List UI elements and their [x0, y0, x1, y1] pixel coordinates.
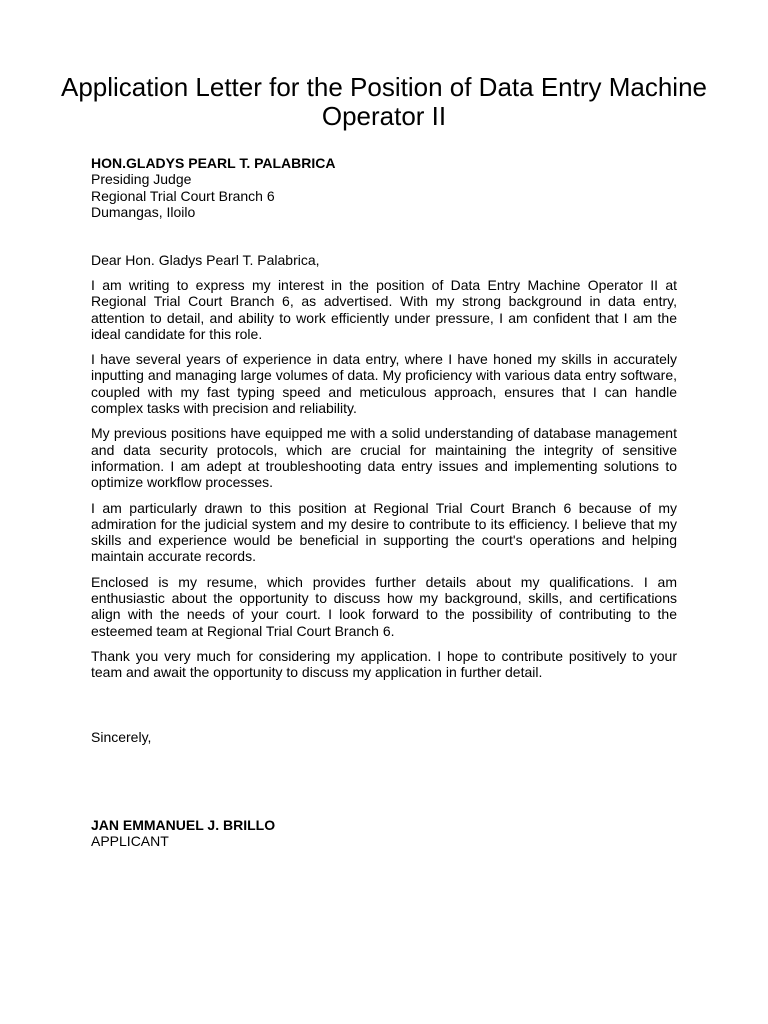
paragraph-experience: I have several years of experience in data entry, where I have honed my skills in accurately inputting and managing large volumes of data. My proficiency with various data entry software, coupled with my fast typing speed and meticulous approach, ensures that I can handle complex tasks with precision and reliability.: [91, 351, 677, 417]
recipient-office: Regional Trial Court Branch 6: [91, 187, 275, 204]
recipient-position: Presiding Judge: [91, 171, 192, 188]
signer-role: APPLICANT: [91, 833, 169, 850]
closing: Sincerely,: [91, 729, 152, 745]
paragraph-motivation: I am particularly drawn to this position at Regional Trial Court Branch 6 because of my admiration for the judicial system and my desire to contribute to its efficiency. I believe that my skills and experience would be beneficial in supporting the court's operations and helping maintain accurate records.: [91, 499, 677, 565]
signer-name: JAN EMMANUEL J. BRILLO: [91, 817, 276, 833]
recipient-name: HON.GLADYS PEARL T. PALABRICA: [91, 155, 336, 171]
paragraph-interest: I am writing to express my interest in the position of Data Entry Machine Operator II at Regional Trial Court Branch 6, as advertised. With my strong background in data entry, attention to detail, and ability to work efficiently under pressure, I am confident that I am the ideal candidate for this role.: [91, 277, 677, 342]
signature-block: [91, 817, 677, 850]
letter-title: Application Letter for the Position of Data Entry Machine Operator II: [60, 72, 707, 131]
recipient-block: [91, 155, 677, 220]
paragraph-enclosure: Enclosed is my resume, which provides further details about my qualifications. I am enthusiastic about the opportunity to discuss how my background, skills, and certifications align with the needs of your court. I look forward to the possibility of contributing to the esteemed team at Regional Trial Court Branch 6.: [91, 573, 677, 639]
paragraph-thanks: Thank you very much for considering my application. I hope to contribute positively to your team and await the opportunity to discuss my application in further detail.: [91, 647, 677, 681]
letter-body: [91, 277, 677, 690]
salutation: Dear Hon. Gladys Pearl T. Palabrica,: [91, 252, 320, 268]
paragraph-previous-positions: My previous positions have equipped me with a solid understanding of database management and data security protocols, which are crucial for maintaining the integrity of sensitive information. I am adept at troubleshooting data entry issues and implementing solutions to optimize workflow processes.: [91, 425, 677, 491]
recipient-location: Dumangas, Iloilo: [91, 203, 196, 220]
